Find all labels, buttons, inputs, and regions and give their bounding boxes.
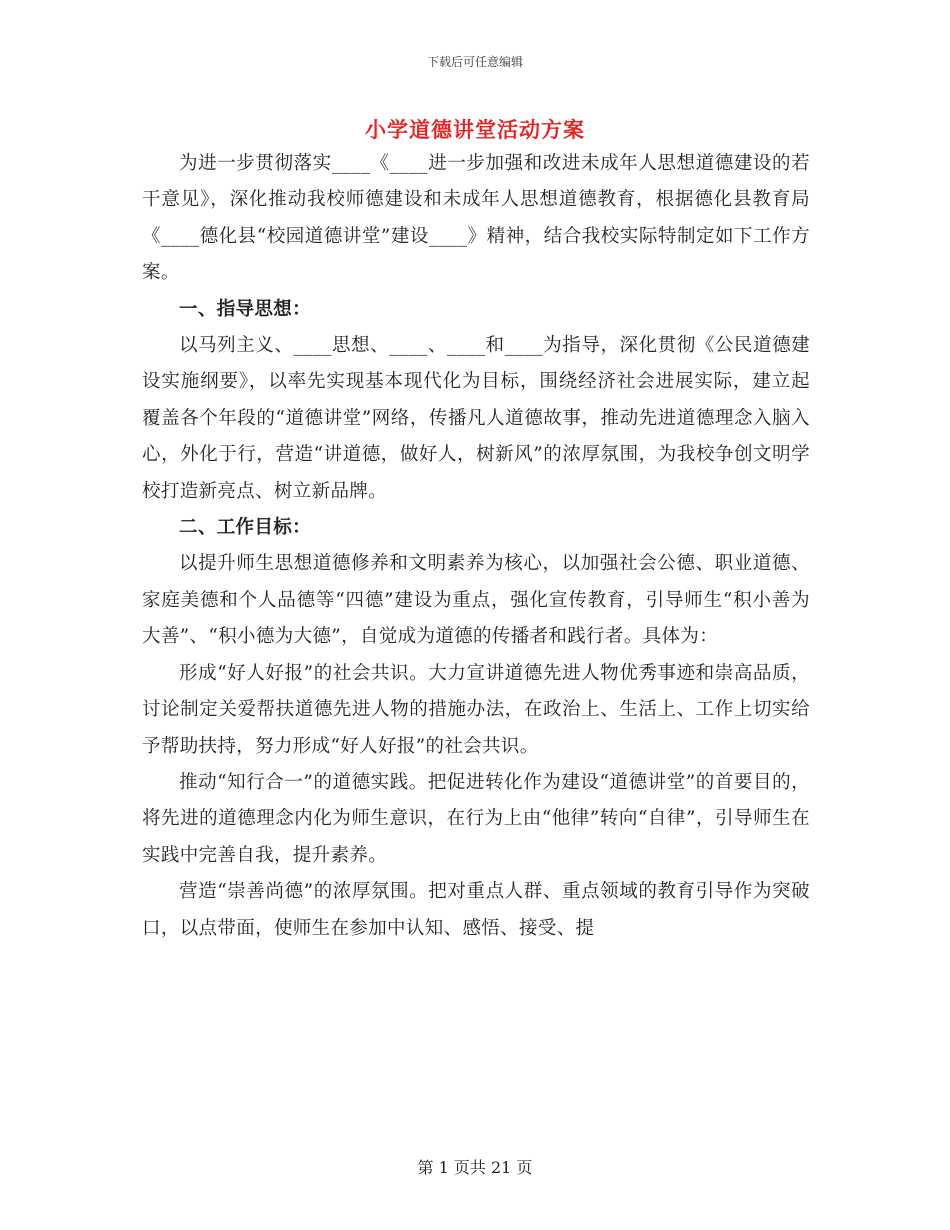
goal-knowledge-action-paragraph: 推动“知行合一”的道德实践。把促进转化作为建设“道德讲堂”的首要目的，将先进的道德理念内化为师生意识，在行为上由“他律”转向“自律”，引导师生在实践中完善自我，提升素养。 xyxy=(142,771,810,866)
page-number: 第 1 页共 21 页 xyxy=(417,1158,533,1177)
work-goals-paragraph: 以提升师生思想道德修养和文明素养为核心，以加强社会公德、职业道德、家庭美德和个人品德等“四德”建设为重点，强化宣传教育，引导师生“积小善为大善”、“积小德为大德”，自觉成为道德的传播者和践行者。具体为： xyxy=(142,553,810,648)
document-body xyxy=(142,146,810,947)
section-heading-work-goals: 二、工作目标： xyxy=(179,517,311,539)
intro-paragraph: 为进一步贯彻落实____《____进一步加强和改进未成年人思想道德建设的若干意见》，深化推动我校师德建设和未成年人思想道德教育，根据德化县教育局《____德化县“校园道德讲堂”建设____》精神，结合我校实际特制定如下工作方案。 xyxy=(142,153,810,284)
goal-good-people-paragraph: 形成“好人好报”的社会共识。大力宣讲道德先进人物优秀事迹和崇高品质，讨论制定关爱帮扶道德先进人物的措施办法，在政治上、生活上、工作上切实给予帮助扶持，努力形成“好人好报”的社会共识。 xyxy=(142,662,810,757)
document-title: 小学道德讲堂活动方案 xyxy=(365,117,585,142)
goal-atmosphere-paragraph: 营造“崇善尚德”的浓厚氛围。把对重点人群、重点领域的教育引导作为突破口，以点带面，使师生在参加中认知、感悟、接受、提 xyxy=(142,881,810,939)
guiding-ideology-paragraph: 以马列主义、____思想、____、____和____为指导，深化贯彻《公民道德建设实施纲要》，以率先实现基本现代化为目标，围绕经济社会进展实际，建立起覆盖各个年段的“道德讲堂”网络，传播凡人道德故事，推动先进道德理念入脑入心，外化于行，营造“讲道德，做好人，树新风”的浓厚氛围，为我校争创文明学校打造新亮点、树立新品牌。 xyxy=(142,335,810,502)
section-heading-guiding-ideology: 一、指导思想： xyxy=(179,298,311,320)
page-header: 下载后可任意编辑 xyxy=(426,55,523,69)
